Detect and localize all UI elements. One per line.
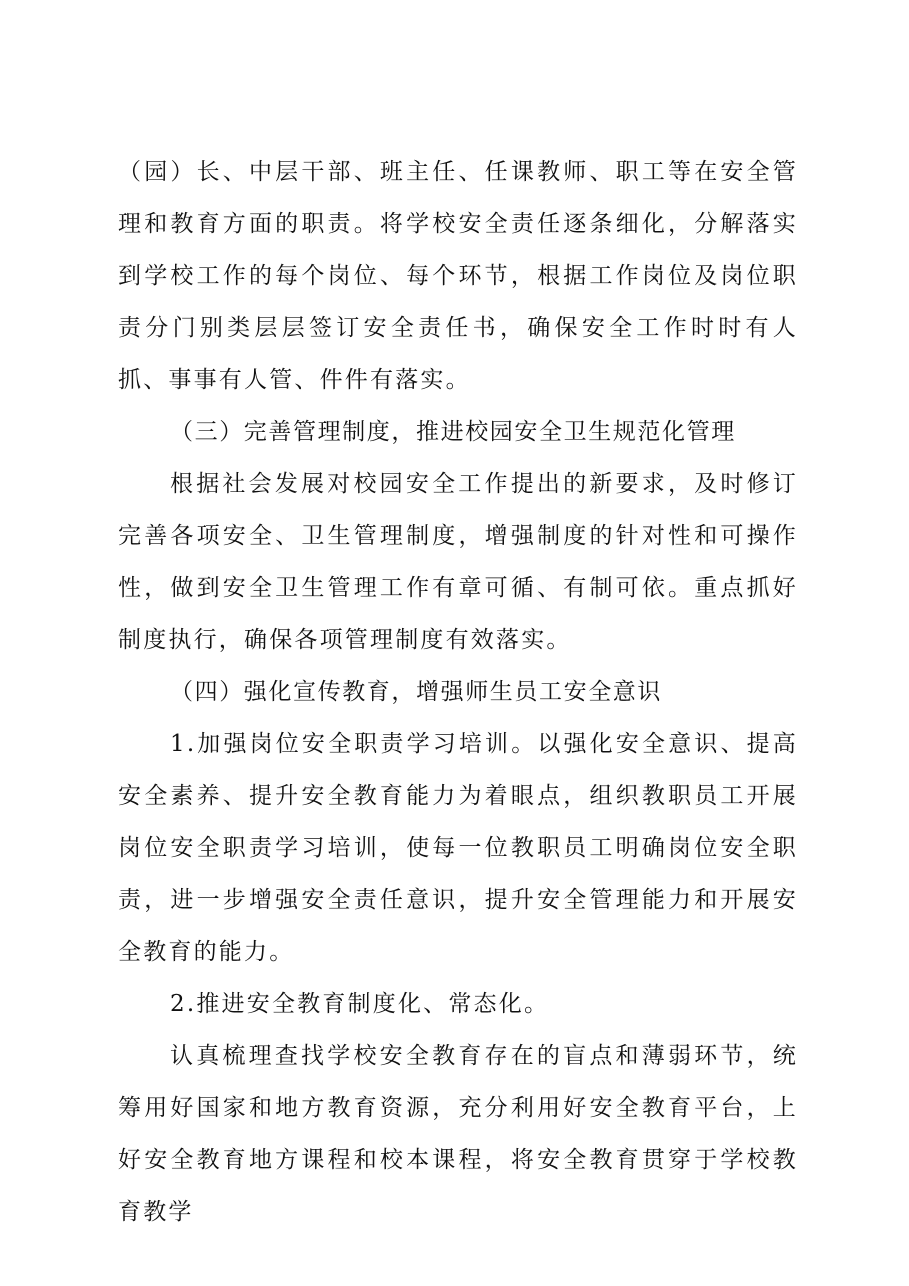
document-page [118,146,798,1238]
paragraph-training: 1.加强岗位安全职责学习培训。以强化安全意识、提高安全素养、提升安全教育能力为着眼点，组织教职员工开展岗位安全职责学习培训，使每一位教职员工明确岗位安全职责，进一步增强安全责任意识，提升安全管理能力和开展安全教育的能力。 [118,731,798,965]
paragraph-review: 认真梳理查找学校安全教育存在的盲点和薄弱环节，统筹用好国家和地方教育资源，充分利用好安全教育平台，上好安全教育地方课程和校本课程，将安全教育贯穿于学校教育教学 [118,1043,798,1225]
section-heading-4: （四）强化宣传教育，增强师生员工安全意识 [170,679,662,705]
section-heading-3: （三）完善管理制度，推进校园安全卫生规范化管理 [170,419,736,445]
paragraph-management-system: 根据社会发展对校园安全工作提出的新要求，及时修订完善各项安全、卫生管理制度，增强制度的针对性和可操作性，做到安全卫生管理工作有章可循、有制可依。重点抓好制度执行，确保各项管理制度有效落实。 [118,471,798,653]
paragraph-institutionalize: 2.推进安全教育制度化、常态化。 [170,991,550,1017]
paragraph-continuation: （园）长、中层干部、班主任、任课教师、职工等在安全管理和教育方面的职责。将学校安全责任逐条细化，分解落实到学校工作的每个岗位、每个环节，根据工作岗位及岗位职责分门别类层层签订安全责任书，确保安全工作时时有人抓、事事有人管、件件有落实。 [118,159,798,393]
